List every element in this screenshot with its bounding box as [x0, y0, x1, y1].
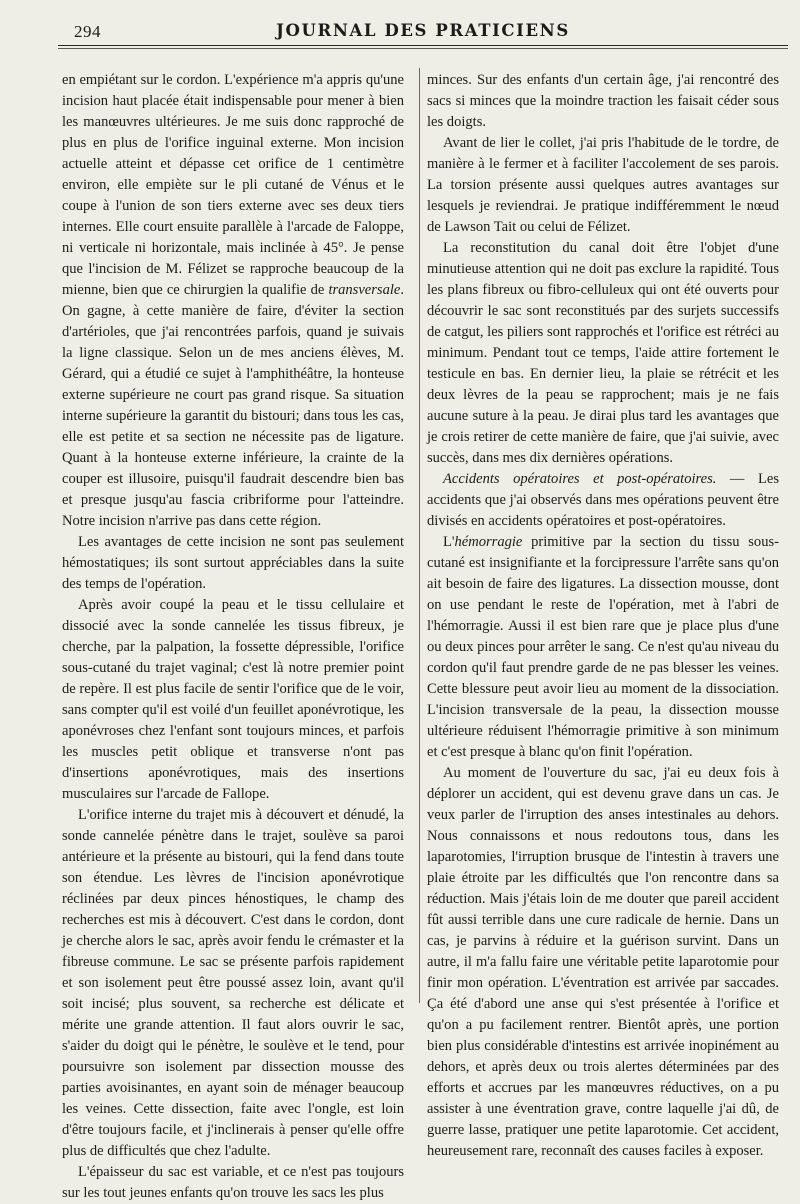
- page-number: 294: [74, 22, 101, 41]
- italic-term: transversale: [328, 282, 401, 298]
- section-heading: Accidents opératoires et post-opératoires.: [443, 471, 717, 487]
- header-rule-thin: [58, 48, 788, 49]
- journal-title: JOURNAL DES PRATICIENS: [276, 21, 570, 40]
- text-run: primitive par la section du tissu sous-cutané est insignifiante et la forcipressure l'arrête sans qu'on ait besoin de faire des ligatures. La dissection mousse, dont on use pendant le reste de l'opération, met à l'abri de l'hémorragie. Aussi il est bien rare que je place plus d'une ou deux pinces pour arrêter le sang. Ce n'est qu'au niveau du cordon qu'il faut prendre garde de ne pas blesser les veines. Cette blessure peut avoir lieu au moment de la dissociation. L'incision transversale de la peau, la dissection mousse ultérieure réduisent l'hémorragie primitive à son minimum et c'est presque à blanc qu'on finit l'opération.: [427, 534, 779, 760]
- paragraph: [62, 70, 404, 532]
- italic-term: hémorragie: [454, 534, 523, 550]
- text-run: en empiétant sur le cordon. L'expérience m'a appris qu'une incision haut placée était indispensable pour mener à bien les manœuvres ultérieures. Je me suis donc rapproché de plus en plus de l'orifice inguinal externe. Mon incision actuelle atteint et dépasse cet orifice de 1 centimètre environ, elle empiète sur le pli cutané de Vénus et le coupe à l'union de son tiers externe avec ses deux tiers internes. Elle court ensuite parallèle à l'arcade de Faloppe, ni verticale ni horizontale, mais inclinée à 45°. Je pense que l'incision de M. Félizet se rapproche beaucoup de la mienne, bien que ce chirurgien la qualifie de: [62, 72, 404, 298]
- page-header: [58, 18, 788, 46]
- left-column: [62, 70, 404, 1204]
- paragraph: L'épaisseur du sac est variable, et ce n'est pas toujours sur les tout jeunes enfants qu'on trouve les sacs les plus: [62, 1164, 404, 1201]
- paragraph: Avant de lier le collet, j'ai pris l'habitude de le tordre, de manière à le fermer et à faciliter l'accolement de ses parois. La torsion présente aussi quelques autres avantages sur lesquels je reviendrai. Je pratique indifféremment le nœud de Lawson Tait ou celui de Félizet.: [427, 135, 779, 235]
- right-column: [427, 70, 779, 1162]
- paragraph: La reconstitution du canal doit être l'objet d'une minutieuse attention qui ne doit pas exclure la rapidité. Tous les plans fibreux ou fibro-celluleux qui ont été ouverts pour découvrir le sac sont reconstitués par des surjets successifs de catgut, les piliers sont rapprochés et l'orifice est rétréci au minimum. Pendant tout ce temps, l'aide attire fortement le testicule en bas. En dernier lieu, la plaie se rétrécit et les deux lèvres de la peau se rapprochent; mais je ne fais aucune suture à la peau. Je dirai plus tard les avantages que je crois retirer de cette manière de faire, que j'ai suivie, avec succès, dans mes dix dernières opérations.: [427, 240, 780, 466]
- paragraph: Après avoir coupé la peau et le tissu cellulaire et dissocié avec la sonde cannelée les tissus fibreux, je cherche, par la palpation, la fossette dépressible, l'orifice sous-cutané du trajet vaginal; c'est là notre premier point de repère. Il est plus facile de sentir l'orifice que de le voir, sans compter qu'il est voilé d'un feuillet aponévrotique, les aponévroses chez l'enfant sont toujours minces, et parfois les muscles petit oblique et transverse n'ont pas d'insertions aponévrotiques, mais des insertions musculaires sur l'arcade de Fallope.: [62, 597, 404, 802]
- paragraph: [427, 532, 779, 763]
- text-run: — Les accidents que j'ai observés dans mes opérations peuvent être divisés en accidents opératoires et post-opératoires.: [427, 471, 779, 529]
- paragraph: [427, 469, 779, 532]
- header-rule: [58, 45, 788, 46]
- paragraph: Au moment de l'ouverture du sac, j'ai eu deux fois à déplorer un accident, qui est devenu grave dans un cas. Je veux parler de l'irruption des anses intestinales au dehors. Nous connaissons et nous redoutons tous, dans les laparotomies, l'irruption brusque de l'intestin à travers une plaie étroite par les difficultés que l'on rencontre dans sa réduction. Mais j'étais loin de me douter que pareil accident fût aussi terrible dans une cure radicale de hernie. Dans un cas, je parvins à réduire et la guérison survint. Dans un autre, il m'a fallu faire une véritable petite laparotomie pour finir mon opération. L'éventration est arrivée par saccades. Ça été d'abord une anse qui s'est présentée à l'orifice et qu'on a pu facilement rentrer. Bientôt après, une portion bien plus considérable d'intestins est arrivée inopinément au dehors, et après deux ou trois alertes déterminées par des efforts et accrues par les manœuvres réductives, on a pu assister à une éventration grave, contre laquelle j'ai dû, de guerre lasse, pratiquer une petite laparotomie. Cet accident, heureusement rare, reconnaît des causes faciles à exposer.: [427, 765, 779, 1159]
- paragraph: Les avantages de cette incision ne sont pas seulement hémostatiques; ils sont surtout appréciables dans la suite des temps de l'opération.: [62, 534, 404, 592]
- text-run: . On gagne, à cette manière de faire, d'éviter la section d'artérioles, que j'ai rencontrées parfois, quand je suivais la ligne classique. Selon un de mes anciens élèves, M. Gérard, qui a étudié ce sujet à l'amphithéâtre, la honteuse externe supérieure ne court pas grand risque. Sa situation interne supérieure la garantit du bistouri; dans tous les cas, elle est petite et sa section ne nécessite pas de ligature. Quant à la honteuse externe inférieure, la crainte de la couper est illusoire, puisqu'il faudrait descendre bien bas et presque jusqu'au fascia cribriforme pour l'atteindre. Notre incision n'arrive pas dans cette région.: [62, 282, 404, 529]
- paragraph: minces. Sur des enfants d'un certain âge, j'ai rencontré des sacs si minces que la moindre traction les faisait céder sous les doigts.: [427, 72, 779, 130]
- paragraph: L'orifice interne du trajet mis à découvert et dénudé, la sonde cannelée pénètre dans le trajet, soulève sa paroi antérieure et la présente au bistouri, qui la fend dans toute son étendue. Les lèvres de l'incision aponévrotique réclinées par deux pinces hénostiques, le champ des recherches est mis à découvert. C'est dans le cordon, dont je cherche alors le sac, après avoir fendu le crémaster et la fibreuse commune. Le sac se présente parfois rapidement et son isolement peut être poussé assez loin, avant qu'il soit incisé; plus souvent, sa recherche est délicate et mérite une grande attention. Il faut alors ouvrir le sac, s'aider du doigt qui le pénètre, le soulève et le tend, pour poursuivre son isolement par dissection mousse des parties avoisinantes, en ayant soin de ménager beaucoup les veines. Cette dissection, faite avec l'ongle, est loin d'être toujours facile, et j'inclinerais à penser qu'elle offre plus de difficultés que chez l'adulte.: [62, 807, 404, 1159]
- text-run: L': [443, 534, 455, 550]
- column-divider: [419, 68, 420, 1003]
